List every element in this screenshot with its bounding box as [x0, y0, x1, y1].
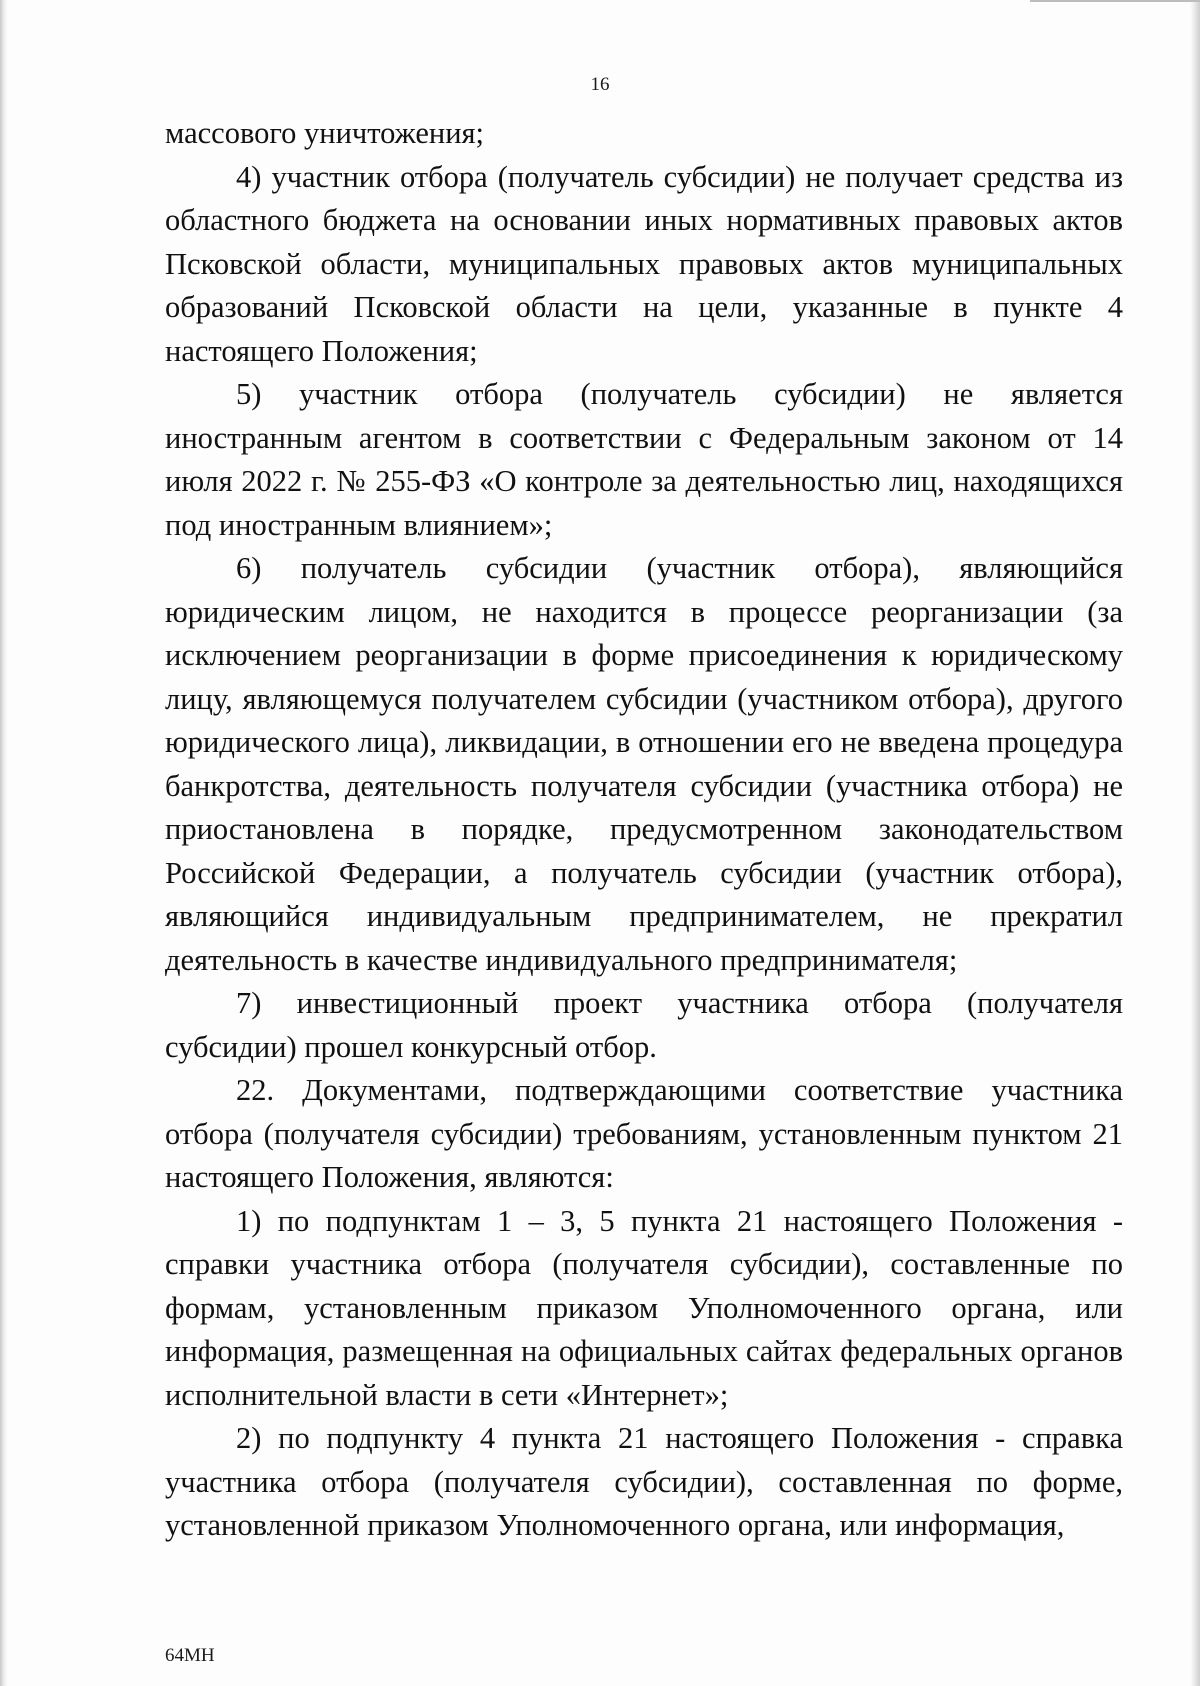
paragraph-item-5: 5) участник отбора (получатель субсидии) не является иностранным агентом в соответствии с Федеральным законом от 14 июля 2022 г. № 255-ФЗ «О контроле за деятельностью лиц, находящихся под иностранным влиянием»;	[165, 377, 1123, 542]
paragraph-continuation: массового уничтожения;	[165, 116, 485, 150]
paragraph-subitem-2: 2) по подпункту 4 пункта 21 настоящего Положения - справка участника отбора (получателя субсидии), составленная по форме, установленной приказом Уполномоченного органа, или информация,	[165, 1421, 1123, 1542]
document-body	[165, 112, 1123, 1548]
scan-top-line	[1030, 0, 1200, 2]
paragraph-item-7: 7) инвестиционный проект участника отбора (получателя субсидии) прошел конкурсный отбор.	[165, 986, 1123, 1064]
paragraph-clause-22: 22. Документами, подтверждающими соответствие участника отбора (получателя субсидии) требованиям, установленным пунктом 21 настоящего Положения, являются:	[165, 1073, 1123, 1194]
scan-edge-right	[1190, 0, 1200, 1686]
scan-edge-left	[0, 0, 8, 1686]
page-number: 16	[590, 74, 610, 95]
footer-code: 64МН	[165, 1645, 215, 1666]
paragraph-item-6: 6) получатель субсидии (участник отбора), являющийся юридическим лицом, не находится в процессе реорганизации (за исключением реорганизации в форме присоединения к юридическому лицу, являющемуся получателем субсидии (участником отбора), другого юридического лица), ликвидации, в отношении его не введена процедура банкротства, деятельность получателя субсидии (участника отбора) не приостановлена в порядке, предусмотренном законодательством Российской Федерации, а получатель субсидии (участник отбора), являющийся индивидуальным предпринимателем, не прекратил деятельность в качестве индивидуального предпринимателя;	[165, 551, 1123, 977]
paragraph-item-4: 4) участник отбора (получатель субсидии) не получает средства из областного бюджета на основании иных нормативных правовых актов Псковской области, муниципальных правовых актов муниципальных образований Псковской области на цели, указанные в пункте 4 настоящего Положения;	[165, 159, 1123, 368]
paragraph-subitem-1: 1) по подпунктам 1 – 3, 5 пункта 21 настоящего Положения - справки участника отбора (получателя субсидии), составленные по формам, установленным приказом Уполномоченного органа, или информация, размещенная на официальных сайтах федеральных органов исполнительной власти в сети «Интернет»;	[165, 1203, 1123, 1412]
